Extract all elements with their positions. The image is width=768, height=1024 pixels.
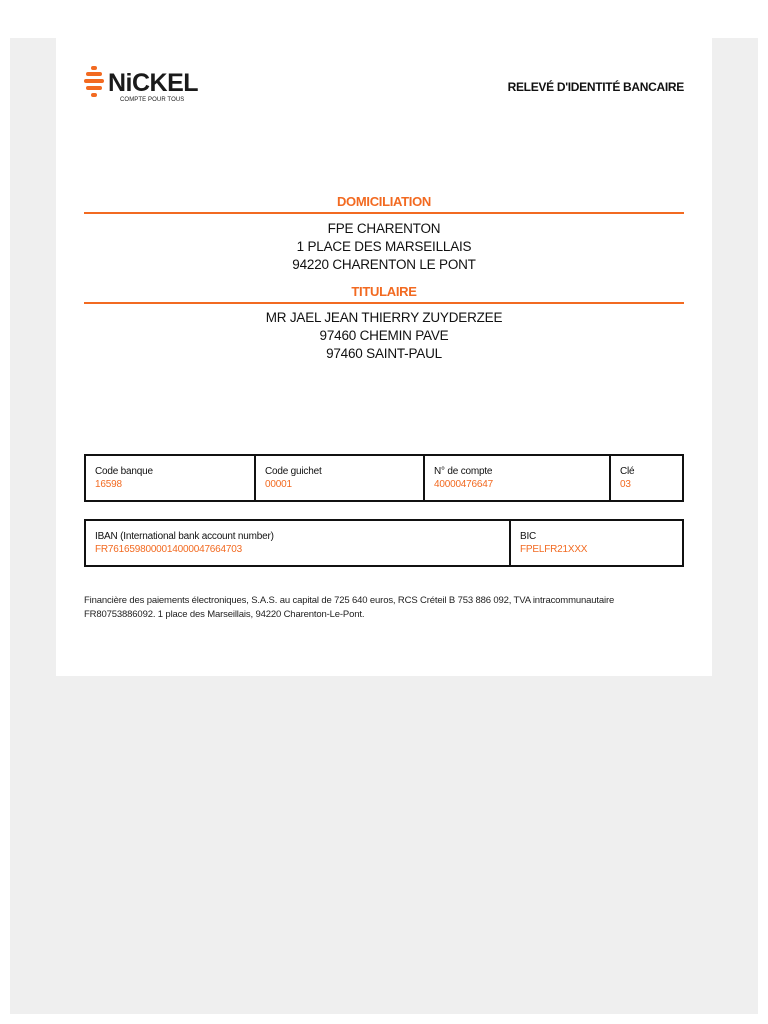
document-title: RELEVÉ D'IDENTITÉ BANCAIRE <box>507 80 684 94</box>
cle-label: Clé <box>620 466 635 477</box>
numero-compte-cell <box>425 456 611 500</box>
nickel-logo-icon <box>84 66 106 106</box>
code-guichet-label: Code guichet <box>265 466 322 477</box>
legal-notice <box>84 594 684 621</box>
domiciliation-heading: DOMICILIATION <box>336 194 432 209</box>
domiciliation-line: FPE CHARENTON <box>327 221 441 236</box>
titulaire-line: 97460 SAINT-PAUL <box>326 346 442 361</box>
nickel-logo <box>84 66 224 106</box>
iban-cell <box>86 521 511 565</box>
code-banque-value: 16598 <box>95 479 122 490</box>
code-banque-cell <box>86 456 256 500</box>
code-guichet-cell <box>256 456 425 500</box>
domiciliation-line: 94220 CHARENTON LE PONT <box>292 257 476 272</box>
numero-compte-value: 40000476647 <box>434 479 493 490</box>
code-banque-label: Code banque <box>95 466 153 477</box>
domiciliation-line: 1 PLACE DES MARSEILLAIS <box>296 239 472 254</box>
numero-compte-label: N° de compte <box>434 466 493 477</box>
iban-bic-table <box>84 519 684 567</box>
legal-line: FR80753886092. 1 place des Marseillais, 94220 Charenton-Le-Pont. <box>84 608 365 620</box>
titulaire-line: 97460 CHEMIN PAVE <box>319 328 449 343</box>
titulaire-line: MR JAEL JEAN THIERRY ZUYDERZEE <box>265 310 503 325</box>
titulaire-heading: TITULAIRE <box>351 284 417 299</box>
bic-cell <box>511 521 682 565</box>
iban-value: FR7616598000014000047664703 <box>95 544 242 555</box>
cle-value: 03 <box>620 479 631 490</box>
domiciliation-address <box>84 220 684 274</box>
code-guichet-value: 00001 <box>265 479 292 490</box>
bank-codes-table <box>84 454 684 502</box>
brand-tagline: COMPTE POUR TOUS <box>120 97 185 103</box>
legal-line: Financière des paiements électroniques, S.A.S. au capital de 725 640 euros, RCS Créteil B 753 886 092, TVA intracommunautaire <box>84 595 615 606</box>
titulaire-rule <box>84 302 684 304</box>
bic-value: FPELFR21XXX <box>520 544 588 555</box>
rib-page <box>56 38 712 676</box>
iban-label: IBAN (International bank account number) <box>95 531 274 542</box>
titulaire-address <box>84 309 684 363</box>
domiciliation-rule <box>84 212 684 214</box>
cle-cell <box>611 456 682 500</box>
brand-name: NiCKEL <box>108 69 199 97</box>
bic-label: BIC <box>520 531 537 542</box>
